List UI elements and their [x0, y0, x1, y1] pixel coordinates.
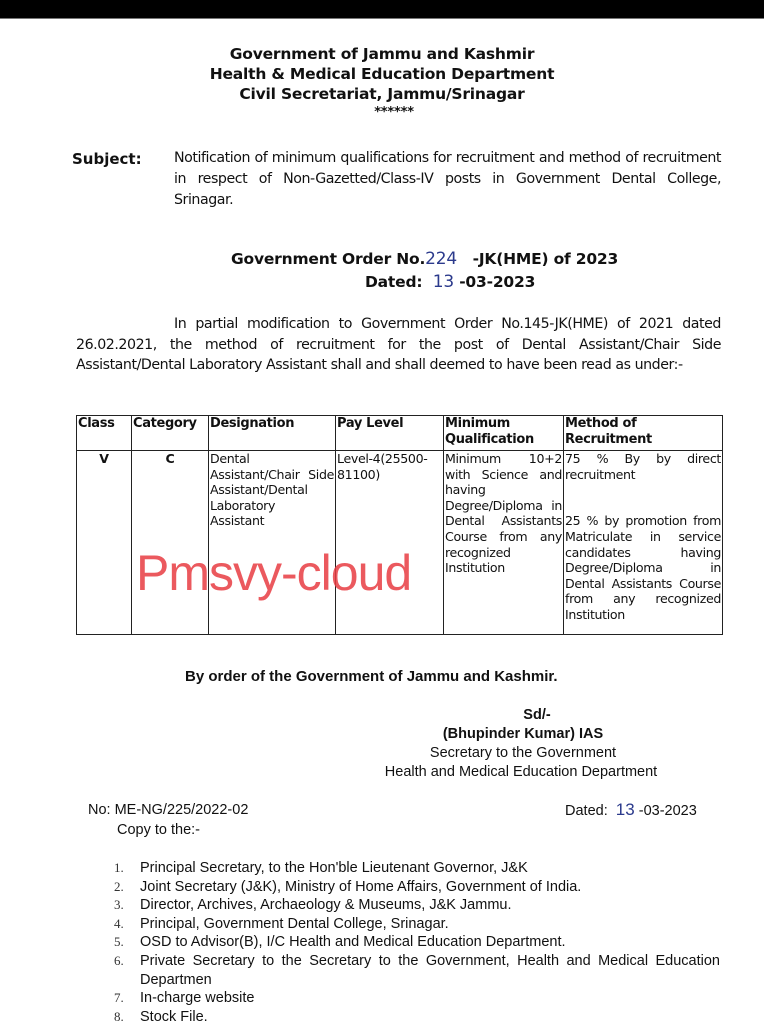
list-item-number: 4.: [114, 915, 124, 931]
letterhead-separator: ******: [374, 105, 414, 120]
order-date-line: [365, 272, 535, 293]
cell-class: V: [77, 451, 132, 635]
list-item: [114, 896, 720, 915]
designation-line: Laboratory: [210, 497, 276, 513]
cell-pay-level: [336, 451, 444, 635]
list-item: [114, 933, 720, 952]
method-line-blank: [565, 498, 721, 514]
list-item: [114, 952, 720, 989]
reference-dated-label: Dated:: [565, 803, 608, 819]
list-item: [114, 878, 720, 897]
table-row: [77, 451, 723, 635]
pay-level-line: 81100): [337, 466, 380, 482]
copy-to-list: [114, 859, 720, 1026]
list-item-text: Private Secretary to the Secretary to the Government, Health and Medical Education Departmen: [140, 952, 720, 988]
qualification-line: with Science and: [445, 466, 562, 482]
signatory-department: Health and Medical Education Department: [384, 764, 658, 780]
qualification-line: having: [445, 482, 486, 498]
order-suffix: -JK(HME) of 2023: [472, 250, 619, 268]
subject-text: Notification of minimum qualifications for recruitment and method of recruitment in respect of Non-Gazetted/Class-IV posts in Government Dental College, Srinagar.: [174, 150, 721, 208]
reference-number: No: ME-NG/225/2022-02: [88, 802, 249, 818]
recruitment-rules-table: [76, 415, 723, 635]
method-line: candidates having: [565, 544, 721, 560]
signatory-designation: Secretary to the Government: [429, 745, 617, 761]
watermark: Pmsvy-cloud: [136, 545, 412, 601]
order-number-handwritten: 224: [425, 249, 458, 269]
cell-minimum-qualification: [444, 451, 564, 635]
reference-date: [565, 799, 697, 822]
list-item-text: Principal Secretary, to the Hon'ble Lieutenant Governor, J&K: [140, 860, 528, 876]
designation-line: Dental: [210, 451, 250, 466]
header-method-of-recruitment: Method of Recruitment: [564, 416, 723, 451]
list-item-number: 5.: [114, 934, 124, 950]
letterhead-government: Government of Jammu and Kashmir: [229, 45, 535, 63]
list-item: [114, 915, 720, 934]
designation-line: Assistant: [210, 513, 265, 529]
by-order-line: By order of the Government of Jammu and Kashmir.: [185, 668, 558, 685]
order-prefix: Government Order No.: [231, 250, 426, 268]
method-line: Institution: [565, 606, 625, 622]
list-item: [114, 989, 720, 1008]
cell-designation: [209, 451, 336, 635]
method-line: recruitment: [565, 466, 636, 482]
copy-to-label: Copy to the:-: [117, 822, 201, 838]
list-item-number: 2.: [114, 878, 124, 894]
list-item: [114, 1008, 720, 1026]
header-category: Category: [132, 416, 209, 451]
list-item-text: Principal, Government Dental College, Srinagar.: [140, 915, 449, 932]
list-item-number: 7.: [114, 990, 124, 1006]
qualification-line: Institution: [445, 560, 505, 576]
body-paragraph: [76, 314, 721, 376]
letterhead-secretariat: Civil Secretariat, Jammu/Srinagar: [239, 85, 525, 103]
method-line: 25 % by promotion from: [565, 513, 721, 529]
header-minimum-qualification: Minimum Qualification: [444, 416, 564, 451]
qualification-line: recognized: [445, 544, 511, 560]
qualification-line: Degree/Diploma in: [445, 497, 562, 513]
method-line: Degree/Diploma in: [565, 560, 721, 576]
reference-day-handwritten: 13: [615, 800, 635, 819]
qualification-line: Minimum 10+2: [445, 451, 562, 466]
qualification-line: Dental Assistants: [445, 513, 562, 529]
signatory-name: (Bhupinder Kumar) IAS: [442, 726, 604, 742]
cell-method-of-recruitment: [564, 451, 723, 635]
list-item-number: 8.: [114, 1008, 124, 1024]
list-item-number: 1.: [114, 860, 124, 875]
top-black-bar: [0, 0, 764, 19]
list-item-number: 6.: [114, 952, 124, 968]
method-line: Dental Assistants Course: [565, 575, 721, 591]
order-number-line: [231, 249, 618, 270]
list-item-text: Director, Archives, Archaeology & Museums, J&K Jammu.: [140, 897, 512, 914]
body-paragraph-text: In partial modification to Government Order No.145-JK(HME) of 2021 dated 26.02.2021, the method of recruitment for the post of Dental Assistant/Chair Side Assistant/Dental Laboratory Assistant shall and shall deemed to have been read as under:-: [76, 316, 721, 373]
signature-sd: Sd/-: [523, 707, 551, 723]
order-dated-label: Dated:: [365, 273, 423, 291]
list-item: [114, 859, 720, 878]
header-designation: Designation: [209, 416, 336, 451]
order-date-suffix: -03-2023: [459, 273, 536, 291]
designation-line: Assistant/Chair Side: [210, 466, 334, 482]
method-line-blank: [565, 482, 721, 498]
list-item-text: In-charge website: [140, 990, 255, 1007]
list-item-text: Stock File.: [140, 1008, 208, 1025]
cell-category: C: [132, 451, 209, 635]
order-day-handwritten: 13: [432, 272, 454, 292]
subject-label: Subject:: [72, 150, 142, 168]
list-item-text: OSD to Advisor(B), I/C Health and Medical Education Department.: [140, 934, 566, 951]
method-line: Matriculate in service: [565, 528, 721, 544]
method-line: from any recognized: [565, 591, 721, 607]
pay-level-line: Level-4(25500-: [337, 451, 428, 466]
list-item-text: Joint Secretary (J&K), Ministry of Home Affairs, Government of India.: [140, 878, 582, 895]
method-line: 75 % By by direct: [565, 451, 721, 466]
list-item-number: 3.: [114, 897, 124, 913]
qualification-line: Course from any: [445, 528, 562, 544]
reference-date-suffix: -03-2023: [638, 803, 697, 819]
header-pay-level: Pay Level: [336, 416, 444, 451]
designation-line: Assistant/Dental: [210, 482, 308, 498]
letterhead-department: Health & Medical Education Department: [209, 65, 555, 83]
table-header-row: [77, 416, 723, 451]
header-class: Class: [77, 416, 132, 451]
